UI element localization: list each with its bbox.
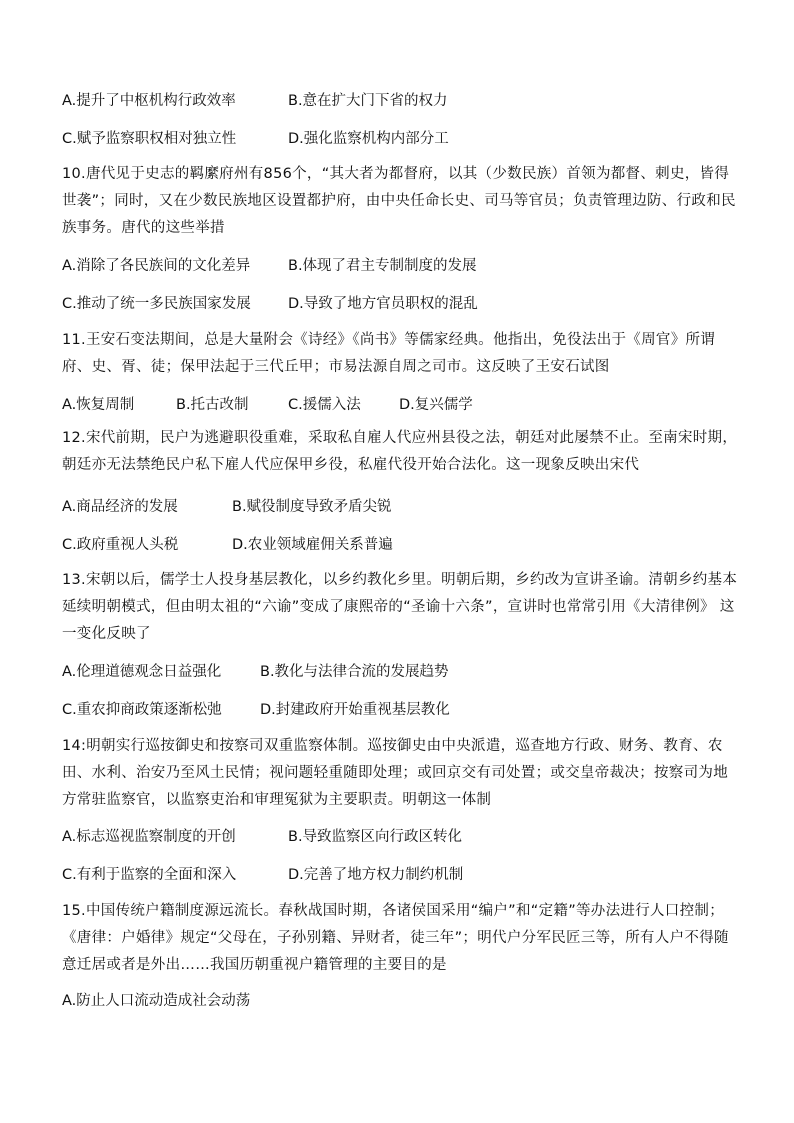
q12-option-a[interactable]: A.商品经济的发展 — [62, 499, 178, 515]
q10-stem: 10.唐代见于史志的羁縻府州有856个，“其大者为都督府，以其（少数民族）首领为都督、刺史，皆得世袭”；同时，又在少数民族地区设置都护府，由中央任命长史、司马等官员；负责管理边防、行政和民族事务。唐代的这些举措 — [62, 166, 736, 236]
q12-stem: 12.宋代前期，民户为逃避职役重难，采取私自雇人代应州县役之法，朝廷对此屡禁不止。至南宋时期，朝廷亦无法禁绝民户私下雇人代应保甲乡役，私雇代役开始合法化。这一现象反映出宋代 — [62, 430, 738, 473]
q14-stem: 14:明朝实行巡按御史和按察司双重监察体制。巡按御史由中央派遣，巡查地方行政、财务、教育、农田、水利、治安乃至风土民情；视问题轻重随即处理；或回京交有司处置；或交皇帝裁决；按察司为地方常驻监察官，以监察吏治和审理冤狱为主要职责。明朝这一体制 — [62, 738, 728, 808]
q11-option-a[interactable]: A.恢复周制 — [62, 397, 135, 413]
q11-option-b[interactable]: B.托古改制 — [176, 397, 249, 413]
q10-option-a[interactable]: A.消除了各民族间的文化差异 — [62, 258, 251, 274]
q11-stem: 11.王安石变法期间，总是大量附会《诗经》《尚书》等儒家经典。他指出，免役法出于《周官》所谓府、史、胥、徒；保甲法起于三代丘甲；市易法源自周之司市。这反映了王安石试图 — [62, 332, 716, 375]
q10-option-c[interactable]: C.推动了统一多民族国家发展 — [62, 296, 251, 312]
q10-option-b[interactable]: B.体现了君主专制制度的发展 — [288, 258, 477, 274]
q13-option-d[interactable]: D.封建政府开始重视基层教化 — [260, 702, 450, 718]
q9-option-a[interactable]: A.提升了中枢机构行政效率 — [62, 93, 236, 109]
q10-option-d[interactable]: D.导致了地方官员职权的混乱 — [288, 296, 478, 312]
q14-option-b[interactable]: B.导致监察区向行政区转化 — [288, 829, 463, 845]
q15-stem: 15.中国传统户籍制度源远流长。春秋战国时期，各诸侯国采用“编户”和“定籍”等办法进行人口控制；《唐律：户婚律》规定“父母在，子孙别籍、异财者，徒三年”；明代户分军民匠三等，所有人户不得随意迁居或者是外出……我国历朝重视户籍管理的主要目的是 — [62, 903, 729, 973]
q12-option-b[interactable]: B.赋役制度导致矛盾尖锐 — [232, 499, 392, 515]
q9-option-c[interactable]: C.赋予监察职权相对独立性 — [62, 131, 237, 147]
q13-option-b[interactable]: B.教化与法律合流的发展趋势 — [260, 664, 449, 680]
q13-stem: 13.宋朝以后，儒学士人投身基层教化，以乡约教化乡里。明朝后期，乡约改为宣讲圣谕。清朝乡约基本延续明朝模式，但由明太祖的“六谕”变成了康熙帝的“圣谕十六条”，宣讲时也常常引用《大清律例》 这一变化反映了 — [62, 572, 738, 642]
q12-option-d[interactable]: D.农业领域雇佣关系普遍 — [232, 537, 393, 553]
q12-option-c[interactable]: C.政府重视人头税 — [62, 537, 179, 553]
q14-option-d[interactable]: D.完善了地方权力制约机制 — [288, 867, 464, 883]
q11-option-c[interactable]: C.援儒入法 — [288, 397, 361, 413]
q14-option-a[interactable]: A.标志巡视监察制度的开创 — [62, 829, 236, 845]
q9-option-d[interactable]: D.强化监察机构内部分工 — [288, 131, 449, 147]
q11-option-d[interactable]: D.复兴儒学 — [399, 397, 473, 413]
q9-option-b[interactable]: B.意在扩大门下省的权力 — [288, 93, 448, 109]
q13-option-c[interactable]: C.重农抑商政策逐渐松弛 — [62, 702, 222, 718]
q15-option-a[interactable]: A.防止人口流动造成社会动荡 — [62, 993, 251, 1009]
q14-option-c[interactable]: C.有利于监察的全面和深入 — [62, 867, 237, 883]
q13-option-a[interactable]: A.伦理道德观念日益强化 — [62, 664, 222, 680]
